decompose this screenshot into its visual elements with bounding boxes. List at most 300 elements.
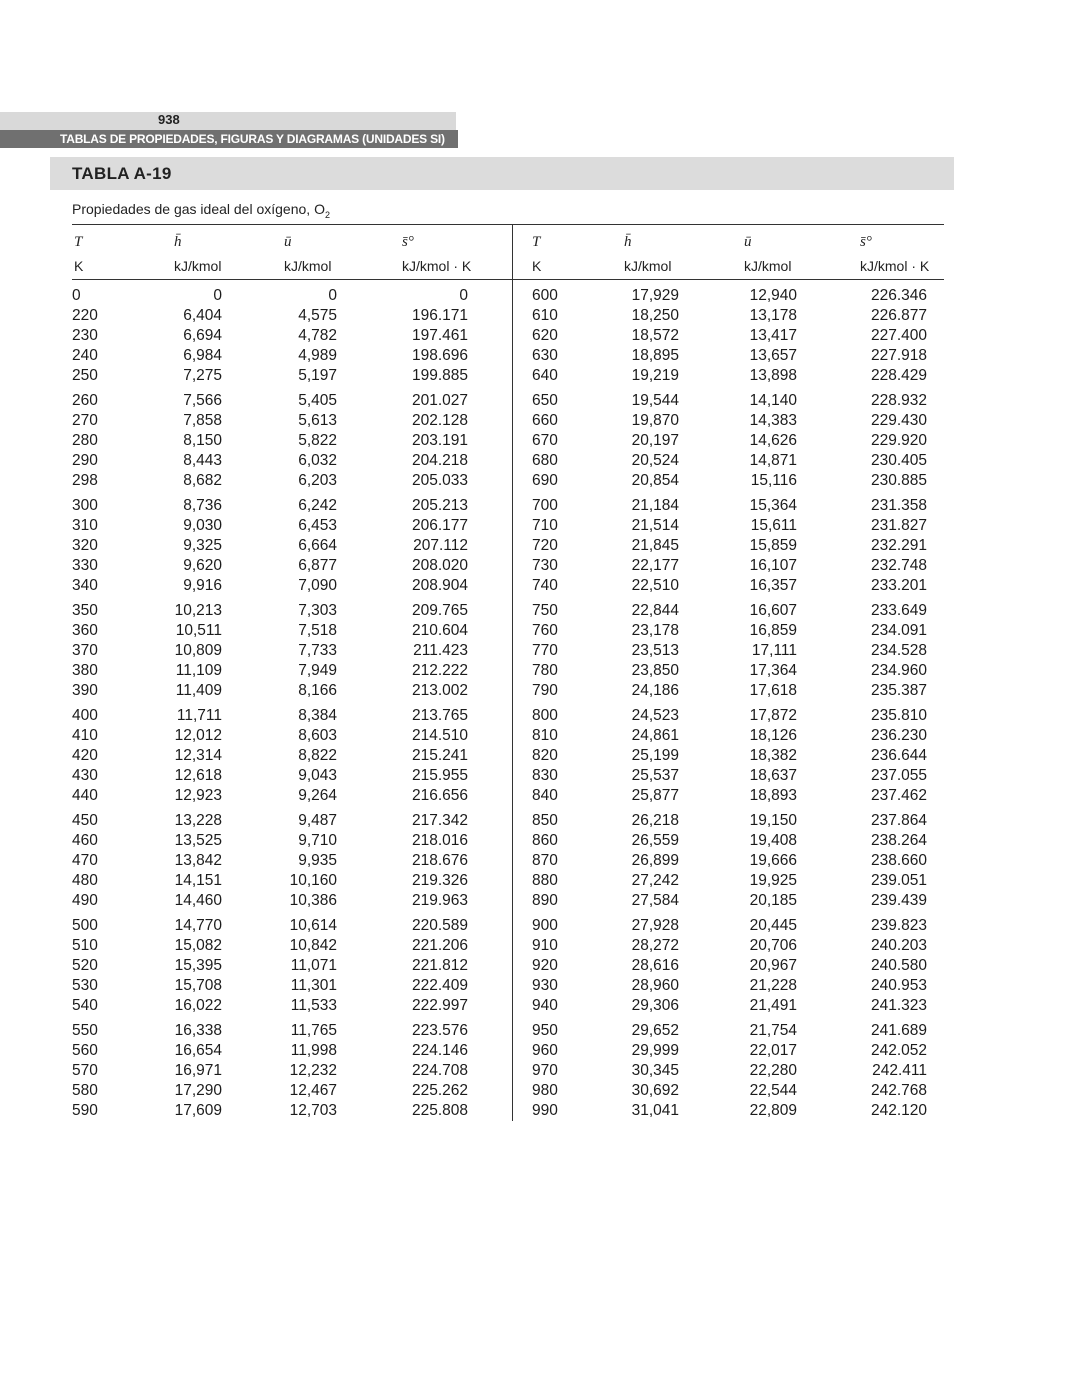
header-u-unit-left: kJ/kmol bbox=[284, 258, 332, 274]
table-cell: 232.748 bbox=[870, 557, 927, 574]
table-cell: 239.823 bbox=[870, 917, 927, 934]
table-cell: 4,989 bbox=[298, 347, 337, 364]
table-cell: 9,043 bbox=[298, 767, 337, 784]
table-cell: 19,870 bbox=[631, 412, 679, 429]
table-cell: 730 bbox=[532, 557, 558, 574]
table-cell: 840 bbox=[532, 787, 558, 804]
table-cell: 27,584 bbox=[631, 892, 679, 909]
table-cell: 16,357 bbox=[749, 577, 797, 594]
table-cell: 400 bbox=[72, 707, 98, 724]
table-cell: 13,657 bbox=[749, 347, 797, 364]
table-cell: 15,082 bbox=[174, 937, 222, 954]
row-group bbox=[262, 917, 337, 1017]
table-cell: 440 bbox=[72, 787, 98, 804]
table-cell: 220 bbox=[72, 307, 98, 324]
table-cell: 870 bbox=[532, 852, 558, 869]
table-cell: 6,404 bbox=[183, 307, 222, 324]
row-group bbox=[388, 602, 468, 702]
table-cell: 8,603 bbox=[298, 727, 337, 744]
table-cell: 710 bbox=[532, 517, 558, 534]
row-group bbox=[846, 812, 927, 912]
table-cell: 29,999 bbox=[631, 1042, 679, 1059]
table-cell: 25,877 bbox=[631, 787, 679, 804]
table-cell: 242.052 bbox=[870, 1042, 927, 1059]
table-cell: 16,607 bbox=[749, 602, 797, 619]
table-cell: 790 bbox=[532, 682, 558, 699]
table-cell: 18,893 bbox=[749, 787, 797, 804]
table-cell: 530 bbox=[72, 977, 98, 994]
table-cell: 670 bbox=[532, 432, 558, 449]
table-cell: 210.604 bbox=[411, 622, 468, 639]
table-cell: 238.660 bbox=[870, 852, 927, 869]
header-u-unit-right: kJ/kmol bbox=[744, 258, 792, 274]
table-cell: 217.342 bbox=[411, 812, 468, 829]
table-cell: 890 bbox=[532, 892, 558, 909]
table-cell: 6,664 bbox=[298, 537, 337, 554]
table-cell: 28,272 bbox=[631, 937, 679, 954]
table-cell: 6,453 bbox=[298, 517, 337, 534]
table-cell: 390 bbox=[72, 682, 98, 699]
table-cell: 242.768 bbox=[870, 1082, 927, 1099]
table-cell: 31,041 bbox=[631, 1102, 679, 1119]
table-cell: 215.955 bbox=[411, 767, 468, 784]
table-cell: 23,513 bbox=[631, 642, 679, 659]
row-group bbox=[846, 392, 927, 492]
table-cell: 4,575 bbox=[298, 307, 337, 324]
table-cell: 21,491 bbox=[749, 997, 797, 1014]
table-cell: 240 bbox=[72, 347, 98, 364]
table-cell: 15,364 bbox=[749, 497, 797, 514]
column-u-left bbox=[262, 287, 337, 1127]
table-cell: 9,916 bbox=[183, 577, 222, 594]
table-cell: 29,652 bbox=[631, 1022, 679, 1039]
table-cell: 640 bbox=[532, 367, 558, 384]
column-h-left bbox=[150, 287, 222, 1127]
table-cell: 800 bbox=[532, 707, 558, 724]
table-cell: 230.405 bbox=[870, 452, 927, 469]
table-cell: 13,417 bbox=[749, 327, 797, 344]
table-cell: 7,858 bbox=[183, 412, 222, 429]
column-h-right bbox=[606, 287, 679, 1127]
table-cell: 19,150 bbox=[749, 812, 797, 829]
table-cell: 234.528 bbox=[870, 642, 927, 659]
table-cell: 21,228 bbox=[749, 977, 797, 994]
table-cell: 15,395 bbox=[174, 957, 222, 974]
table-cell: 11,071 bbox=[290, 957, 337, 974]
row-group bbox=[72, 602, 112, 702]
table-cell: 750 bbox=[532, 602, 558, 619]
table-cell: 600 bbox=[532, 287, 558, 304]
table-cell: 235.810 bbox=[870, 707, 927, 724]
table-cell: 970 bbox=[532, 1062, 558, 1079]
table-caption bbox=[72, 201, 330, 220]
table-cell: 28,960 bbox=[631, 977, 679, 994]
table-cell: 12,703 bbox=[289, 1102, 337, 1119]
row-group bbox=[532, 392, 572, 492]
table-cell: 236.644 bbox=[870, 747, 927, 764]
table-cell: 14,140 bbox=[749, 392, 797, 409]
table-cell: 227.400 bbox=[870, 327, 927, 344]
table-cell: 11,998 bbox=[290, 1042, 337, 1059]
table-cell: 13,178 bbox=[749, 307, 797, 324]
table-cell: 6,877 bbox=[298, 557, 337, 574]
table-cell: 222.997 bbox=[411, 997, 468, 1014]
row-group bbox=[532, 917, 572, 1017]
table-cell: 280 bbox=[72, 432, 98, 449]
table-cell: 30,345 bbox=[631, 1062, 679, 1079]
table-cell: 17,929 bbox=[631, 287, 679, 304]
table-cell: 207.112 bbox=[413, 537, 468, 554]
table-cell: 15,859 bbox=[749, 537, 797, 554]
row-group bbox=[606, 602, 679, 702]
table-cell: 11,533 bbox=[290, 997, 337, 1014]
header-band bbox=[0, 112, 456, 130]
table-cell: 26,559 bbox=[631, 832, 679, 849]
header-T-right: T bbox=[532, 234, 541, 250]
table-cell: 13,842 bbox=[174, 852, 222, 869]
table-cell: 8,384 bbox=[298, 707, 337, 724]
row-group bbox=[150, 392, 222, 492]
table-cell: 910 bbox=[532, 937, 558, 954]
page-number: 938 bbox=[158, 112, 180, 127]
row-group bbox=[532, 602, 572, 702]
table-cell: 197.461 bbox=[411, 327, 468, 344]
table-cell: 238.264 bbox=[870, 832, 927, 849]
table-cell: 14,383 bbox=[749, 412, 797, 429]
table-cell: 13,228 bbox=[174, 812, 222, 829]
table-cell: 199.885 bbox=[411, 367, 468, 384]
table-cell: 234.960 bbox=[870, 662, 927, 679]
column-T-left bbox=[72, 287, 112, 1127]
table-cell: 19,666 bbox=[749, 852, 797, 869]
table-cell: 242.120 bbox=[870, 1102, 927, 1119]
table-cell: 237.462 bbox=[870, 787, 927, 804]
table-cell: 235.387 bbox=[870, 682, 927, 699]
top-rule bbox=[72, 224, 944, 225]
table-cell: 240.953 bbox=[870, 977, 927, 994]
table-cell: 22,177 bbox=[631, 557, 679, 574]
table-cell: 21,514 bbox=[631, 517, 679, 534]
row-group bbox=[606, 1022, 679, 1122]
table-cell: 20,967 bbox=[749, 957, 797, 974]
table-cell: 228.932 bbox=[870, 392, 927, 409]
table-cell: 20,197 bbox=[631, 432, 679, 449]
table-cell: 10,614 bbox=[289, 917, 337, 934]
table-cell: 233.201 bbox=[870, 577, 927, 594]
table-cell: 23,178 bbox=[631, 622, 679, 639]
table-cell: 196.171 bbox=[411, 307, 468, 324]
table-cell: 630 bbox=[532, 347, 558, 364]
row-group bbox=[532, 1022, 572, 1122]
section-title: TABLAS DE PROPIEDADES, FIGURAS Y DIAGRAMAS (UNIDADES SI) bbox=[60, 132, 445, 146]
table-cell: 900 bbox=[532, 917, 558, 934]
table-cell: 229.920 bbox=[870, 432, 927, 449]
table-cell: 23,850 bbox=[631, 662, 679, 679]
table-cell: 510 bbox=[72, 937, 98, 954]
table-cell: 410 bbox=[72, 727, 98, 744]
row-group bbox=[532, 707, 572, 807]
table-cell: 20,445 bbox=[749, 917, 797, 934]
row-group bbox=[262, 812, 337, 912]
row-group bbox=[72, 497, 112, 597]
table-cell: 232.291 bbox=[870, 537, 927, 554]
table-cell: 20,706 bbox=[749, 937, 797, 954]
table-cell: 15,116 bbox=[750, 472, 797, 489]
table-cell: 560 bbox=[72, 1042, 98, 1059]
table-cell: 17,290 bbox=[174, 1082, 222, 1099]
table-cell: 6,242 bbox=[298, 497, 337, 514]
header-h-left: h̄ bbox=[174, 234, 182, 250]
table-cell: 14,460 bbox=[174, 892, 222, 909]
table-cell: 22,017 bbox=[749, 1042, 797, 1059]
table-cell: 216.656 bbox=[411, 787, 468, 804]
header-h-right: h̄ bbox=[624, 234, 632, 250]
row-group bbox=[606, 392, 679, 492]
header-s-right: s̄° bbox=[860, 234, 872, 250]
table-cell: 950 bbox=[532, 1022, 558, 1039]
table-cell: 11,409 bbox=[175, 682, 222, 699]
table-cell: 7,566 bbox=[183, 392, 222, 409]
table-cell: 420 bbox=[72, 747, 98, 764]
table-cell: 12,923 bbox=[174, 787, 222, 804]
table-cell: 16,022 bbox=[174, 997, 222, 1014]
row-group bbox=[150, 812, 222, 912]
table-cell: 231.358 bbox=[870, 497, 927, 514]
table-cell: 9,710 bbox=[298, 832, 337, 849]
table-cell: 21,754 bbox=[749, 1022, 797, 1039]
row-group bbox=[150, 1022, 222, 1122]
table-label: TABLA A-19 bbox=[72, 163, 172, 183]
table-cell: 198.696 bbox=[411, 347, 468, 364]
table-cell: 240.580 bbox=[870, 957, 927, 974]
table-label-bar bbox=[50, 157, 954, 190]
table-cell: 213.765 bbox=[411, 707, 468, 724]
column-divider bbox=[512, 224, 513, 1121]
table-cell: 16,859 bbox=[749, 622, 797, 639]
header-u-left: ū bbox=[284, 234, 292, 250]
table-cell: 17,111 bbox=[751, 642, 797, 659]
table-cell: 221.206 bbox=[411, 937, 468, 954]
table-cell: 213.002 bbox=[411, 682, 468, 699]
row-group bbox=[150, 707, 222, 807]
row-group bbox=[532, 497, 572, 597]
table-cell: 208.020 bbox=[411, 557, 468, 574]
table-cell: 12,232 bbox=[289, 1062, 337, 1079]
row-group bbox=[532, 287, 572, 387]
table-cell: 12,940 bbox=[749, 287, 797, 304]
header-h-unit-left: kJ/kmol bbox=[174, 258, 222, 274]
table-cell: 22,809 bbox=[749, 1102, 797, 1119]
table-cell: 226.877 bbox=[870, 307, 927, 324]
row-group bbox=[150, 917, 222, 1017]
table-cell: 700 bbox=[532, 497, 558, 514]
table-cell: 24,186 bbox=[631, 682, 679, 699]
table-cell: 740 bbox=[532, 577, 558, 594]
table-cell: 17,618 bbox=[749, 682, 797, 699]
table-cell: 5,405 bbox=[298, 392, 337, 409]
table-cell: 201.027 bbox=[411, 392, 468, 409]
table-cell: 298 bbox=[72, 472, 98, 489]
table-cell: 27,928 bbox=[631, 917, 679, 934]
table-cell: 8,166 bbox=[298, 682, 337, 699]
row-group bbox=[722, 707, 797, 807]
table-cell: 12,314 bbox=[174, 747, 222, 764]
table-cell: 26,218 bbox=[631, 812, 679, 829]
table-cell: 7,303 bbox=[298, 602, 337, 619]
table-cell: 19,544 bbox=[631, 392, 679, 409]
table-cell: 28,616 bbox=[631, 957, 679, 974]
table-cell: 218.016 bbox=[411, 832, 468, 849]
table-cell: 208.904 bbox=[411, 577, 468, 594]
table-cell: 240.203 bbox=[870, 937, 927, 954]
table-cell: 20,854 bbox=[631, 472, 679, 489]
row-group bbox=[722, 917, 797, 1017]
table-cell: 650 bbox=[532, 392, 558, 409]
table-cell: 690 bbox=[532, 472, 558, 489]
row-group bbox=[72, 917, 112, 1017]
table-cell: 11,711 bbox=[176, 707, 222, 724]
table-cell: 10,809 bbox=[174, 642, 222, 659]
row-group bbox=[262, 287, 337, 387]
table-cell: 20,185 bbox=[749, 892, 797, 909]
row-group bbox=[150, 602, 222, 702]
table-cell: 24,523 bbox=[631, 707, 679, 724]
table-cell: 260 bbox=[72, 392, 98, 409]
table-cell: 460 bbox=[72, 832, 98, 849]
table-cell: 620 bbox=[532, 327, 558, 344]
row-group bbox=[262, 392, 337, 492]
row-group bbox=[388, 707, 468, 807]
table-cell: 22,280 bbox=[749, 1062, 797, 1079]
table-cell: 239.439 bbox=[870, 892, 927, 909]
row-group bbox=[150, 497, 222, 597]
table-cell: 980 bbox=[532, 1082, 558, 1099]
row-group bbox=[388, 497, 468, 597]
table-cell: 450 bbox=[72, 812, 98, 829]
table-cell: 850 bbox=[532, 812, 558, 829]
row-group bbox=[72, 812, 112, 912]
table-cell: 12,012 bbox=[174, 727, 222, 744]
table-cell: 9,487 bbox=[298, 812, 337, 829]
table-cell: 205.033 bbox=[411, 472, 468, 489]
table-cell: 19,408 bbox=[749, 832, 797, 849]
table-cell: 0 bbox=[213, 287, 222, 304]
row-group bbox=[606, 497, 679, 597]
table-cell: 520 bbox=[72, 957, 98, 974]
table-cell: 430 bbox=[72, 767, 98, 784]
row-group bbox=[606, 287, 679, 387]
table-cell: 370 bbox=[72, 642, 98, 659]
row-group bbox=[846, 602, 927, 702]
table-cell: 220.589 bbox=[411, 917, 468, 934]
table-cell: 22,510 bbox=[631, 577, 679, 594]
row-group bbox=[388, 287, 468, 387]
table-cell: 225.262 bbox=[411, 1082, 468, 1099]
table-cell: 224.708 bbox=[411, 1062, 468, 1079]
table-cell: 680 bbox=[532, 452, 558, 469]
row-group bbox=[262, 497, 337, 597]
row-group bbox=[262, 707, 337, 807]
table-cell: 224.146 bbox=[411, 1042, 468, 1059]
table-cell: 19,925 bbox=[749, 872, 797, 889]
table-cell: 13,525 bbox=[174, 832, 222, 849]
table-cell: 960 bbox=[532, 1042, 558, 1059]
table-cell: 25,537 bbox=[631, 767, 679, 784]
row-group bbox=[722, 1022, 797, 1122]
table-cell: 990 bbox=[532, 1102, 558, 1119]
table-cell: 17,872 bbox=[749, 707, 797, 724]
table-cell: 770 bbox=[532, 642, 558, 659]
table-cell: 810 bbox=[532, 727, 558, 744]
table-cell: 5,613 bbox=[298, 412, 337, 429]
section-title-bar bbox=[0, 130, 458, 148]
table-cell: 8,443 bbox=[183, 452, 222, 469]
table-cell: 8,150 bbox=[183, 432, 222, 449]
row-group bbox=[722, 287, 797, 387]
table-cell: 19,219 bbox=[631, 367, 679, 384]
header-T-unit-right: K bbox=[532, 258, 542, 274]
row-group bbox=[846, 497, 927, 597]
table-cell: 222.409 bbox=[411, 977, 468, 994]
table-cell: 540 bbox=[72, 997, 98, 1014]
table-cell: 500 bbox=[72, 917, 98, 934]
table-cell: 16,654 bbox=[174, 1042, 222, 1059]
column-u-right bbox=[722, 287, 797, 1127]
table-cell: 550 bbox=[72, 1022, 98, 1039]
row-group bbox=[846, 1022, 927, 1122]
header-rule bbox=[72, 279, 944, 280]
table-cell: 20,524 bbox=[631, 452, 679, 469]
table-cell: 12,467 bbox=[289, 1082, 337, 1099]
table-cell: 9,325 bbox=[183, 537, 222, 554]
caption-subscript: 2 bbox=[324, 209, 330, 220]
header-s-unit-left: kJ/kmol · K bbox=[402, 258, 472, 274]
row-group bbox=[150, 287, 222, 387]
table-cell: 10,511 bbox=[175, 622, 222, 639]
row-group bbox=[388, 917, 468, 1017]
table-cell: 18,895 bbox=[631, 347, 679, 364]
table-cell: 10,386 bbox=[289, 892, 337, 909]
table-cell: 6,203 bbox=[298, 472, 337, 489]
table-cell: 270 bbox=[72, 412, 98, 429]
table-cell: 880 bbox=[532, 872, 558, 889]
table-cell: 14,770 bbox=[174, 917, 222, 934]
table-cell: 17,364 bbox=[749, 662, 797, 679]
table-cell: 6,984 bbox=[183, 347, 222, 364]
table-cell: 14,151 bbox=[174, 872, 222, 889]
table-cell: 241.323 bbox=[870, 997, 927, 1014]
table-cell: 22,844 bbox=[631, 602, 679, 619]
table-cell: 780 bbox=[532, 662, 558, 679]
table-cell: 234.091 bbox=[870, 622, 927, 639]
table-cell: 11,765 bbox=[290, 1022, 337, 1039]
row-group bbox=[722, 497, 797, 597]
table-cell: 205.213 bbox=[411, 497, 468, 514]
table-cell: 209.765 bbox=[411, 602, 468, 619]
table-cell: 360 bbox=[72, 622, 98, 639]
table-cell: 250 bbox=[72, 367, 98, 384]
table-cell: 0 bbox=[72, 287, 81, 304]
table-cell: 930 bbox=[532, 977, 558, 994]
row-group bbox=[846, 917, 927, 1017]
table-cell: 219.326 bbox=[411, 872, 468, 889]
table-cell: 241.689 bbox=[870, 1022, 927, 1039]
table-cell: 215.241 bbox=[411, 747, 468, 764]
column-T-right bbox=[532, 287, 572, 1127]
table-cell: 202.128 bbox=[411, 412, 468, 429]
row-group bbox=[846, 287, 927, 387]
table-cell: 237.864 bbox=[870, 812, 927, 829]
